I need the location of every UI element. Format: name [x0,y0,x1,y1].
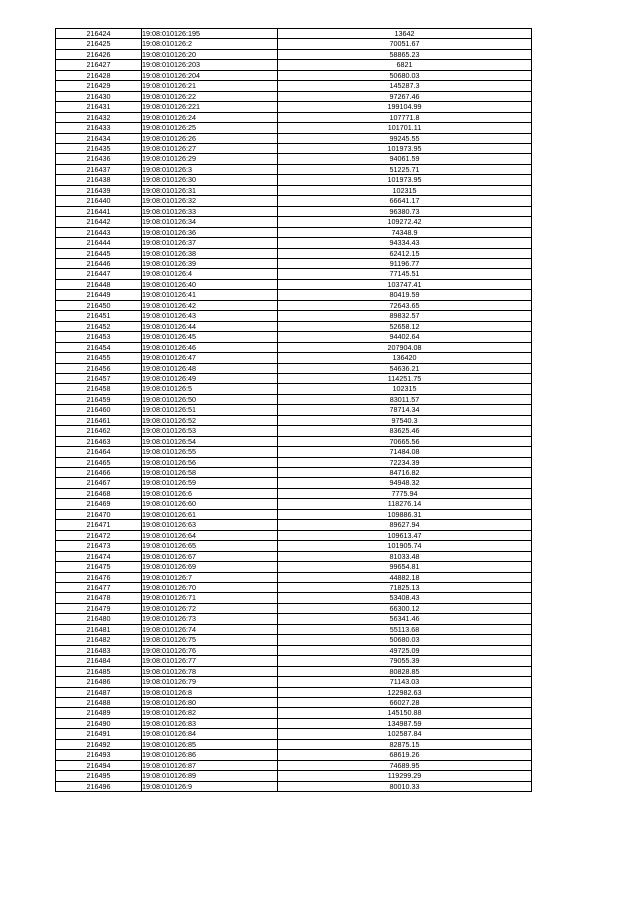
table-row [56,279,532,289]
value-cell: 55113.68 [278,624,532,634]
value-cell: 84716.82 [278,468,532,478]
cadastral-number-cell: 19:08:010126:25 [142,123,278,133]
value-cell: 97267.46 [278,91,532,101]
cadastral-number-cell: 19:08:010126:60 [142,499,278,509]
value-cell: 80419.59 [278,290,532,300]
table-row [56,39,532,49]
table-row [56,520,532,530]
value-cell: 81033.48 [278,551,532,561]
row-number-cell: 216490 [56,718,142,728]
row-number-cell: 216491 [56,729,142,739]
table-row [56,415,532,425]
row-number-cell: 216475 [56,562,142,572]
cadastral-number-cell: 19:08:010126:36 [142,227,278,237]
value-cell: 101905.74 [278,541,532,551]
cadastral-number-cell: 19:08:010126:50 [142,394,278,404]
cadastral-number-cell: 19:08:010126:203 [142,60,278,70]
cadastral-number-cell: 19:08:010126:47 [142,353,278,363]
value-cell: 74348.9 [278,227,532,237]
table-row [56,760,532,770]
value-cell: 83011.57 [278,394,532,404]
cadastral-number-cell: 19:08:010126:59 [142,478,278,488]
row-number-cell: 216486 [56,677,142,687]
row-number-cell: 216448 [56,279,142,289]
value-cell: 94402.64 [278,332,532,342]
cadastral-number-cell: 19:08:010126:195 [142,29,278,39]
table-row [56,342,532,352]
row-number-cell: 216478 [56,593,142,603]
row-number-cell: 216481 [56,624,142,634]
row-number-cell: 216446 [56,258,142,268]
cadastral-number-cell: 19:08:010126:204 [142,70,278,80]
value-cell: 122982.63 [278,687,532,697]
table-row [56,373,532,383]
row-number-cell: 216484 [56,656,142,666]
table-row [56,562,532,572]
row-number-cell: 216466 [56,468,142,478]
cadastral-number-cell: 19:08:010126:3 [142,164,278,174]
cadastral-number-cell: 19:08:010126:33 [142,206,278,216]
value-cell: 58865.23 [278,49,532,59]
row-number-cell: 216439 [56,185,142,195]
cadastral-number-cell: 19:08:010126:2 [142,39,278,49]
row-number-cell: 216470 [56,509,142,519]
value-cell: 54636.21 [278,363,532,373]
row-number-cell: 216493 [56,750,142,760]
value-cell: 13642 [278,29,532,39]
cadastral-number-cell: 19:08:010126:75 [142,635,278,645]
value-cell: 101973.95 [278,175,532,185]
value-cell: 71825.13 [278,583,532,593]
table-row [56,666,532,676]
value-cell: 71143.03 [278,677,532,687]
row-number-cell: 216436 [56,154,142,164]
row-number-cell: 216474 [56,551,142,561]
table-row [56,729,532,739]
value-cell: 77145.51 [278,269,532,279]
value-cell: 109272.42 [278,217,532,227]
row-number-cell: 216482 [56,635,142,645]
table-row [56,311,532,321]
value-cell: 96380.73 [278,206,532,216]
row-number-cell: 216473 [56,541,142,551]
cadastral-number-cell: 19:08:010126:85 [142,739,278,749]
table-row [56,363,532,373]
row-number-cell: 216469 [56,499,142,509]
value-cell: 94061.59 [278,154,532,164]
value-cell: 109886.31 [278,509,532,519]
value-cell: 101701.11 [278,123,532,133]
table-row [56,394,532,404]
row-number-cell: 216483 [56,645,142,655]
table-row [56,102,532,112]
value-cell: 44882.18 [278,572,532,582]
row-number-cell: 216495 [56,771,142,781]
row-number-cell: 216432 [56,112,142,122]
cadastral-number-cell: 19:08:010126:41 [142,290,278,300]
cadastral-number-cell: 19:08:010126:86 [142,750,278,760]
row-number-cell: 216428 [56,70,142,80]
cadastral-number-cell: 19:08:010126:55 [142,447,278,457]
table-row [56,81,532,91]
cadastral-number-cell: 19:08:010126:58 [142,468,278,478]
value-cell: 97540.3 [278,415,532,425]
cadastral-number-cell: 19:08:010126:32 [142,196,278,206]
cadastral-number-cell: 19:08:010126:5 [142,384,278,394]
table-row [56,739,532,749]
cadastral-number-cell: 19:08:010126:54 [142,436,278,446]
value-cell: 99245.55 [278,133,532,143]
cadastral-number-cell: 19:08:010126:22 [142,91,278,101]
row-number-cell: 216461 [56,415,142,425]
value-cell: 134987.59 [278,718,532,728]
row-number-cell: 216472 [56,530,142,540]
row-number-cell: 216442 [56,217,142,227]
cadastral-number-cell: 19:08:010126:77 [142,656,278,666]
value-cell: 56341.46 [278,614,532,624]
row-number-cell: 216465 [56,457,142,467]
table-row [56,175,532,185]
cadastral-number-cell: 19:08:010126:42 [142,300,278,310]
row-number-cell: 216454 [56,342,142,352]
row-number-cell: 216463 [56,436,142,446]
cadastral-number-cell: 19:08:010126:39 [142,258,278,268]
row-number-cell: 216430 [56,91,142,101]
cadastral-number-cell: 19:08:010126:76 [142,645,278,655]
table-row [56,227,532,237]
table-row [56,49,532,59]
table-row [56,321,532,331]
cadastral-number-cell: 19:08:010126:67 [142,551,278,561]
table-row [56,258,532,268]
cadastral-number-cell: 19:08:010126:27 [142,143,278,153]
value-cell: 94948.32 [278,478,532,488]
value-cell: 99654.81 [278,562,532,572]
cadastral-number-cell: 19:08:010126:83 [142,718,278,728]
value-cell: 102587.84 [278,729,532,739]
row-number-cell: 216485 [56,666,142,676]
table-row [56,238,532,248]
table-row [56,645,532,655]
value-cell: 66641.17 [278,196,532,206]
table-row [56,164,532,174]
table-row [56,541,532,551]
value-cell: 145150.88 [278,708,532,718]
table-row [56,60,532,70]
row-number-cell: 216455 [56,353,142,363]
cadastral-number-cell: 19:08:010126:4 [142,269,278,279]
table-row [56,353,532,363]
cadastral-number-cell: 19:08:010126:45 [142,332,278,342]
table-row [56,426,532,436]
cadastral-number-cell: 19:08:010126:82 [142,708,278,718]
cadastral-number-cell: 19:08:010126:26 [142,133,278,143]
cadastral-number-cell: 19:08:010126:84 [142,729,278,739]
value-cell: 66027.28 [278,698,532,708]
value-cell: 51225.71 [278,164,532,174]
value-cell: 91196.77 [278,258,532,268]
value-cell: 102315 [278,185,532,195]
value-cell: 101973.95 [278,143,532,153]
cadastral-number-cell: 19:08:010126:74 [142,624,278,634]
table-row [56,123,532,133]
cadastral-number-cell: 19:08:010126:79 [142,677,278,687]
row-number-cell: 216487 [56,687,142,697]
cadastral-number-cell: 19:08:010126:21 [142,81,278,91]
row-number-cell: 216467 [56,478,142,488]
row-number-cell: 216431 [56,102,142,112]
table-row [56,248,532,258]
table-row [56,468,532,478]
row-number-cell: 216445 [56,248,142,258]
value-cell: 7775.94 [278,488,532,498]
cadastral-number-cell: 19:08:010126:52 [142,415,278,425]
value-cell: 78714.34 [278,405,532,415]
cadastral-number-cell: 19:08:010126:29 [142,154,278,164]
table-row [56,614,532,624]
table-row [56,91,532,101]
value-cell: 118276.14 [278,499,532,509]
row-number-cell: 216494 [56,760,142,770]
cadastral-number-cell: 19:08:010126:73 [142,614,278,624]
value-cell: 207904.08 [278,342,532,352]
value-cell: 80010.33 [278,781,532,791]
cadastral-number-cell: 19:08:010126:46 [142,342,278,352]
value-cell: 82875.15 [278,739,532,749]
table-row [56,29,532,39]
cadastral-number-cell: 19:08:010126:80 [142,698,278,708]
row-number-cell: 216424 [56,29,142,39]
table-row [56,750,532,760]
table-row [56,656,532,666]
value-cell: 89832.57 [278,311,532,321]
value-cell: 53408.43 [278,593,532,603]
table-row [56,488,532,498]
value-cell: 94334.43 [278,238,532,248]
value-cell: 70665.56 [278,436,532,446]
table-row [56,603,532,613]
cadastral-number-cell: 19:08:010126:9 [142,781,278,791]
table-row [56,154,532,164]
row-number-cell: 216477 [56,583,142,593]
table-row [56,499,532,509]
table-row [56,635,532,645]
table-row [56,332,532,342]
row-number-cell: 216425 [56,39,142,49]
value-cell: 70051.67 [278,39,532,49]
value-cell: 103747.41 [278,279,532,289]
value-cell: 119299.29 [278,771,532,781]
row-number-cell: 216427 [56,60,142,70]
row-number-cell: 216440 [56,196,142,206]
row-number-cell: 216443 [56,227,142,237]
row-number-cell: 216488 [56,698,142,708]
value-cell: 49725.09 [278,645,532,655]
value-cell: 109613.47 [278,530,532,540]
table-row [56,269,532,279]
cadastral-number-cell: 19:08:010126:64 [142,530,278,540]
row-number-cell: 216471 [56,520,142,530]
row-number-cell: 216429 [56,81,142,91]
row-number-cell: 216438 [56,175,142,185]
value-cell: 52658.12 [278,321,532,331]
cadastral-number-cell: 19:08:010126:89 [142,771,278,781]
cadastral-number-cell: 19:08:010126:51 [142,405,278,415]
row-number-cell: 216452 [56,321,142,331]
row-number-cell: 216453 [56,332,142,342]
cadastral-number-cell: 19:08:010126:69 [142,562,278,572]
table-row [56,708,532,718]
cadastral-number-cell: 19:08:010126:7 [142,572,278,582]
table-row [56,133,532,143]
cadastral-number-cell: 19:08:010126:53 [142,426,278,436]
table-row [56,112,532,122]
row-number-cell: 216433 [56,123,142,133]
cadastral-number-cell: 19:08:010126:87 [142,760,278,770]
value-cell: 66300.12 [278,603,532,613]
table-row [56,143,532,153]
cadastral-number-cell: 19:08:010126:221 [142,102,278,112]
table-row [56,70,532,80]
row-number-cell: 216456 [56,363,142,373]
row-number-cell: 216434 [56,133,142,143]
table-row [56,384,532,394]
table-row [56,572,532,582]
cadastral-number-cell: 19:08:010126:56 [142,457,278,467]
value-cell: 102315 [278,384,532,394]
value-cell: 80828.85 [278,666,532,676]
row-number-cell: 216479 [56,603,142,613]
row-number-cell: 216451 [56,311,142,321]
value-cell: 74689.95 [278,760,532,770]
row-number-cell: 216476 [56,572,142,582]
row-number-cell: 216441 [56,206,142,216]
row-number-cell: 216492 [56,739,142,749]
value-cell: 199104.99 [278,102,532,112]
row-number-cell: 216464 [56,447,142,457]
value-cell: 50680.03 [278,635,532,645]
cadastral-number-cell: 19:08:010126:44 [142,321,278,331]
table-row [56,509,532,519]
row-number-cell: 216444 [56,238,142,248]
cadastral-number-cell: 19:08:010126:43 [142,311,278,321]
cadastral-number-cell: 19:08:010126:78 [142,666,278,676]
table-row [56,781,532,791]
table-row [56,290,532,300]
table-row [56,698,532,708]
value-cell: 79055.39 [278,656,532,666]
table-row [56,624,532,634]
table-row [56,478,532,488]
table-row [56,217,532,227]
cadastral-number-cell: 19:08:010126:71 [142,593,278,603]
value-cell: 107771.8 [278,112,532,122]
cadastral-number-cell: 19:08:010126:8 [142,687,278,697]
value-cell: 114251.75 [278,373,532,383]
cadastral-number-cell: 19:08:010126:48 [142,363,278,373]
table-row [56,677,532,687]
row-number-cell: 216462 [56,426,142,436]
table-row [56,583,532,593]
cadastral-number-cell: 19:08:010126:20 [142,49,278,59]
row-number-cell: 216468 [56,488,142,498]
cadastral-number-cell: 19:08:010126:70 [142,583,278,593]
row-number-cell: 216449 [56,290,142,300]
row-number-cell: 216447 [56,269,142,279]
table-row [56,771,532,781]
row-number-cell: 216459 [56,394,142,404]
value-cell: 6821 [278,60,532,70]
table-body [56,29,532,792]
table-row [56,457,532,467]
table-row [56,196,532,206]
cadastral-number-cell: 19:08:010126:72 [142,603,278,613]
table-row [56,447,532,457]
value-cell: 50680.03 [278,70,532,80]
value-cell: 145287.3 [278,81,532,91]
row-number-cell: 216460 [56,405,142,415]
cadastral-value-table [55,28,532,792]
table-row [56,300,532,310]
cadastral-number-cell: 19:08:010126:30 [142,175,278,185]
row-number-cell: 216489 [56,708,142,718]
table-row [56,551,532,561]
cadastral-number-cell: 19:08:010126:37 [142,238,278,248]
table-row [56,185,532,195]
value-cell: 71484.08 [278,447,532,457]
value-cell: 89627.94 [278,520,532,530]
row-number-cell: 216480 [56,614,142,624]
table-row [56,436,532,446]
value-cell: 62412.15 [278,248,532,258]
value-cell: 72234.39 [278,457,532,467]
row-number-cell: 216458 [56,384,142,394]
row-number-cell: 216450 [56,300,142,310]
value-cell: 72643.65 [278,300,532,310]
row-number-cell: 216426 [56,49,142,59]
cadastral-number-cell: 19:08:010126:6 [142,488,278,498]
cadastral-number-cell: 19:08:010126:63 [142,520,278,530]
cadastral-number-cell: 19:08:010126:31 [142,185,278,195]
cadastral-number-cell: 19:08:010126:24 [142,112,278,122]
cadastral-number-cell: 19:08:010126:65 [142,541,278,551]
table-row [56,593,532,603]
cadastral-number-cell: 19:08:010126:49 [142,373,278,383]
table-row [56,687,532,697]
cadastral-number-cell: 19:08:010126:40 [142,279,278,289]
table-row [56,530,532,540]
row-number-cell: 216437 [56,164,142,174]
row-number-cell: 216496 [56,781,142,791]
table-row [56,718,532,728]
cadastral-number-cell: 19:08:010126:61 [142,509,278,519]
cadastral-number-cell: 19:08:010126:38 [142,248,278,258]
row-number-cell: 216435 [56,143,142,153]
cadastral-number-cell: 19:08:010126:34 [142,217,278,227]
table-row [56,405,532,415]
row-number-cell: 216457 [56,373,142,383]
value-cell: 68619.26 [278,750,532,760]
table-row [56,206,532,216]
value-cell: 83625.46 [278,426,532,436]
value-cell: 136420 [278,353,532,363]
